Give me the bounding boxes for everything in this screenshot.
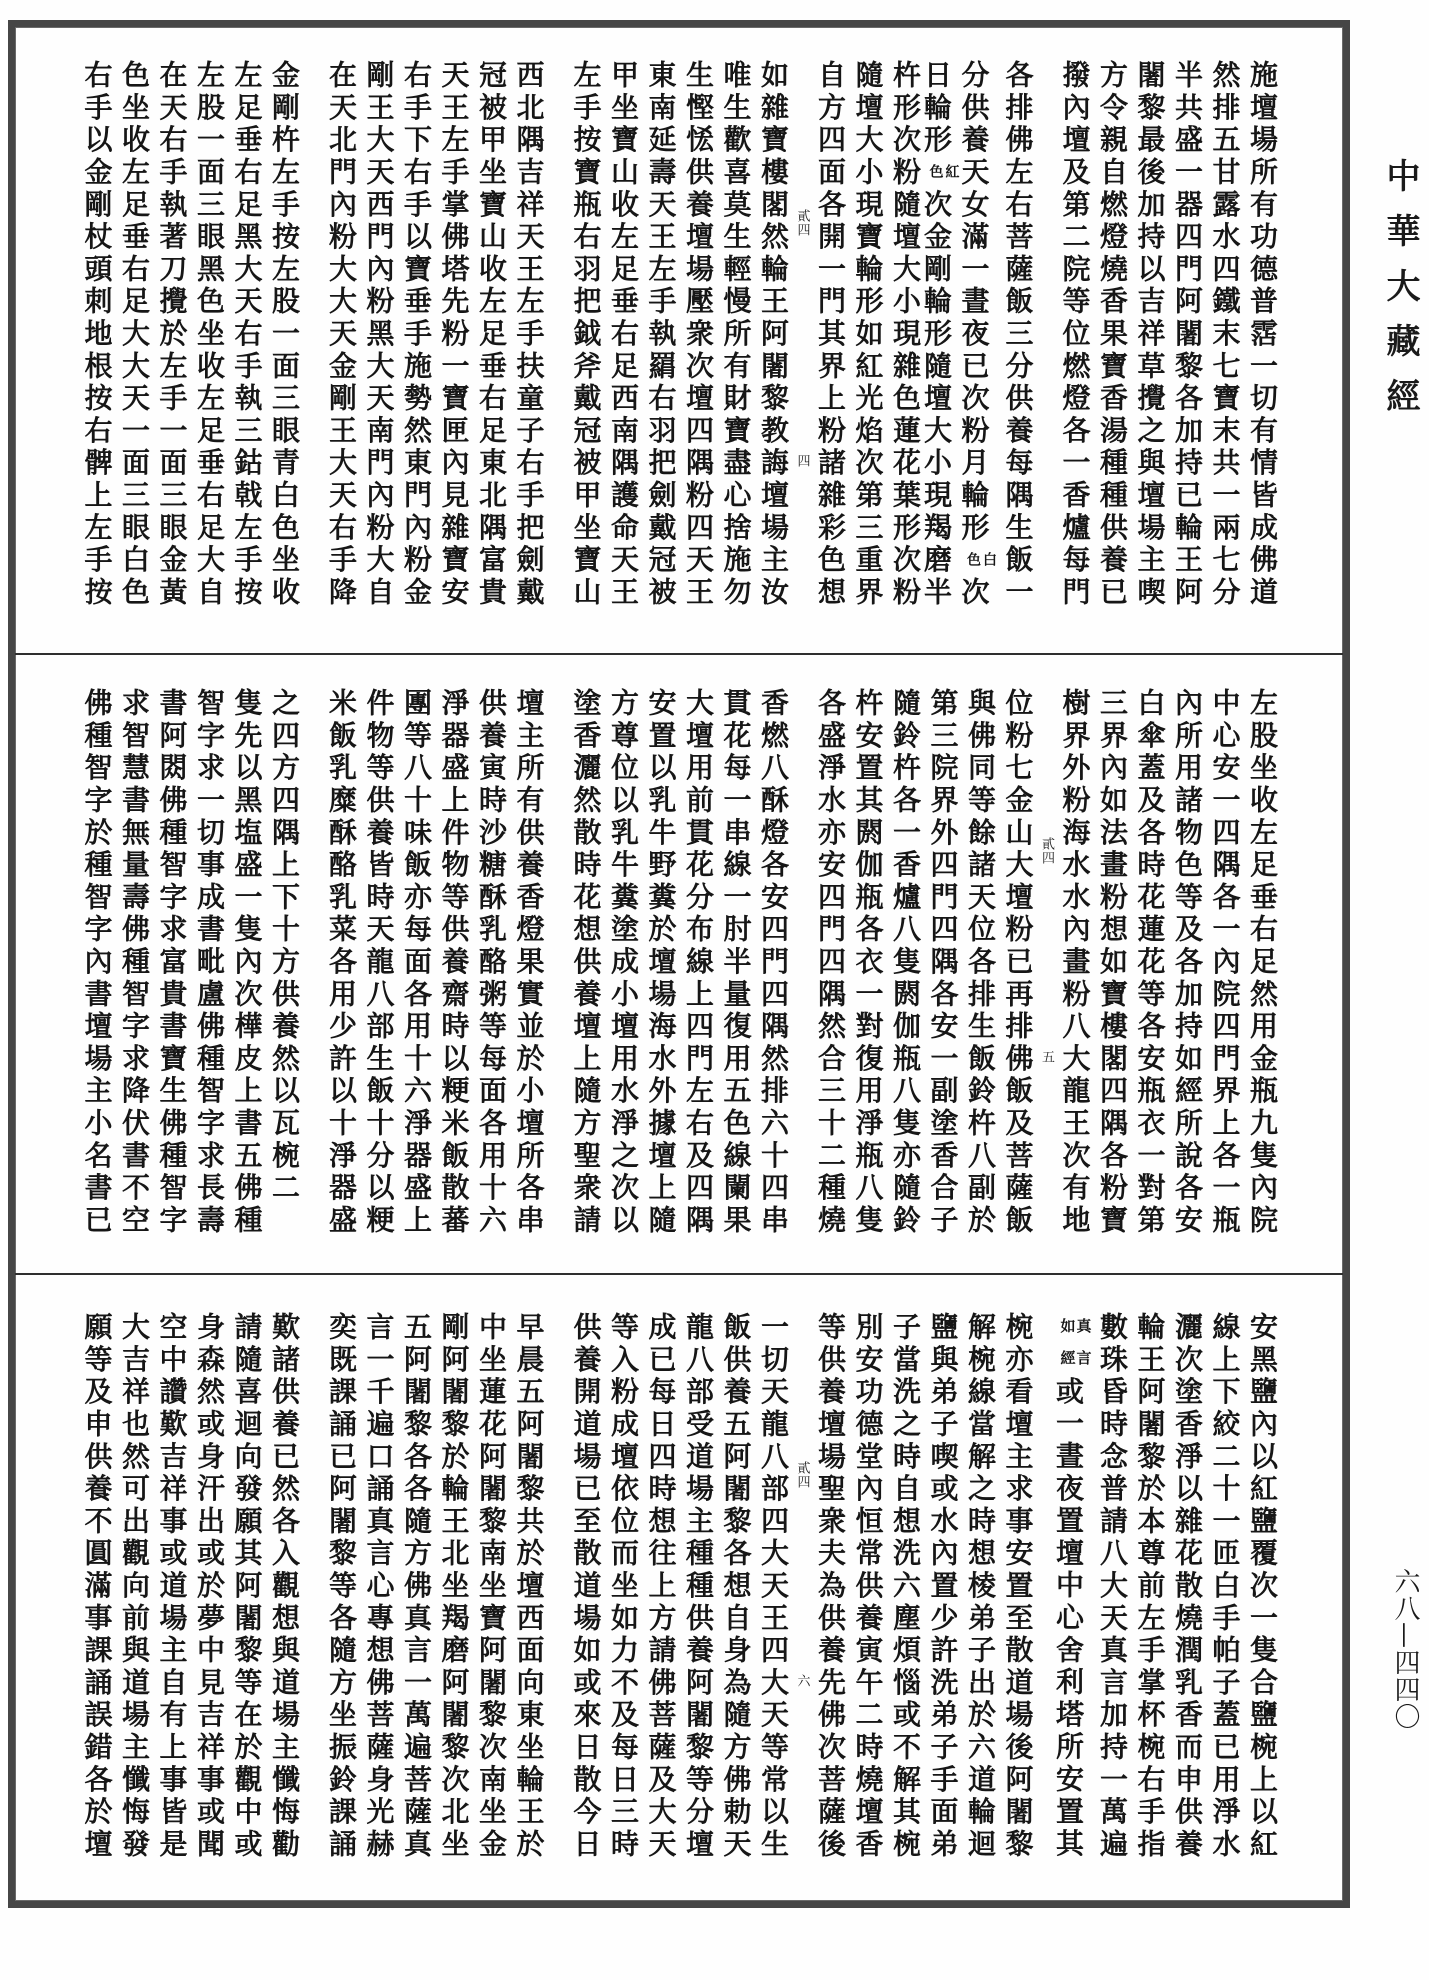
text-column: 右手以金剛杖頭刺地根按右髀上左手按 xyxy=(80,60,114,610)
text-column: 方尊位以乳牛糞塗成小壇用水淨之次以 xyxy=(607,688,640,1238)
text-column: 位粉七金山大壇粉已再排佛飯及菩薩飯 xyxy=(1001,688,1035,1238)
note-line: 紅 xyxy=(943,163,960,178)
text-column: 在天右手執著刀攪於左手一面三眼金黃 xyxy=(155,60,189,610)
text-column: 數珠昏時念普請八大天真言加持一萬遍 xyxy=(1096,1312,1129,1862)
text-column: 求智慧書無量壽佛種智字求降伏書不空 xyxy=(118,688,151,1238)
text-column: 各盛淨水亦安四門四隅然合三十二種燒 xyxy=(814,688,847,1238)
interlinear-note xyxy=(965,545,997,573)
folio-mark: 貳四 xyxy=(1039,836,1054,865)
text-column: 然排五甘露水四鐵末七寶末共一兩七分 xyxy=(1208,60,1242,610)
text-run: 分供養天女滿一晝夜已次粉月輪形 xyxy=(957,60,991,545)
text-column: 壇主所有供養香燈果實並於小壇所各串 xyxy=(512,688,546,1238)
text-column: 方令親自燃燈燒香果寶香湯種種供養已 xyxy=(1096,60,1129,610)
text-run: 次金剛輪形隨壇大小現羯磨半 xyxy=(920,189,953,610)
text-column: 撥內壇及第二院等位燃燈各一香爐每門 xyxy=(1058,60,1092,610)
text-column: 冠被甲坐寶山收左足垂右足東北隅富貴 xyxy=(475,60,508,610)
text-column: 施壇場所有功德普霑一切有情皆成佛道 xyxy=(1246,60,1279,610)
text-column: 第三院界外四門四隅各安一副塗香合子 xyxy=(926,688,960,1238)
text-column: 成已每日四時想往上方請佛菩薩及大天 xyxy=(644,1312,678,1862)
note-line: 真言 xyxy=(1074,1318,1093,1382)
folio-mark: 六 xyxy=(794,1673,810,1688)
text-column: 左手按寶瓶右羽把鉞斧戴冠被甲坐寶山 xyxy=(569,60,603,610)
text-column: 香燃八酥燈各安四門四隅然排六十四串 xyxy=(757,688,790,1238)
text-column: 淨器盛上件物等供養齋時以粳米飯散蕃 xyxy=(437,688,471,1238)
text-column: 金剛杵左手按左股一面三眼青白色坐收 xyxy=(268,60,301,610)
text-column: 白傘蓋及各時花蓮花等各安瓶衣一對第 xyxy=(1133,688,1167,1238)
text-column: 書阿閦佛種智字求富貴書寶生佛種智字 xyxy=(155,688,189,1238)
text-column: 安置以乳牛野糞於壇場海水外據壇上隨 xyxy=(644,688,678,1238)
text-column: 請隨喜迴向發願其阿闍黎等在於觀中或 xyxy=(230,1312,264,1862)
text-column: 安黑鹽內以紅鹽覆次一隻合鹽椀上以紅 xyxy=(1246,1312,1279,1862)
text-column: 線上下絞二十一匝白手帕子蓋已用淨水 xyxy=(1208,1312,1242,1862)
text-column: 子當洗之時自想洗六塵煩惱或不解其椀 xyxy=(889,1312,922,1862)
text-column: 願等及申供養不圓滿事課誦誤錯各於壇 xyxy=(80,1312,114,1862)
text-column: 別安功德堂內恒常供養寅午二時燒壇香 xyxy=(851,1312,885,1862)
folio-mark: 四 xyxy=(794,454,810,469)
text-column xyxy=(957,60,997,640)
interlinear-note xyxy=(928,157,960,185)
text-panel-top xyxy=(15,27,1343,655)
text-run: 日輪形 xyxy=(920,60,953,157)
text-column: 剛阿闍黎於輪王北坐羯磨阿闍黎次北坐 xyxy=(437,1312,471,1862)
text-column: 塗香灑然散時花想供養壇上隨方聖衆請 xyxy=(569,688,603,1238)
text-column: 色坐收左足垂右足大大天一面三眼白色 xyxy=(118,60,151,610)
page-number: 六八—四四〇 xyxy=(1390,1568,1420,1730)
text-panel-middle xyxy=(15,655,1343,1275)
text-column: 佛種智字於種智字內書壇場主小名書已 xyxy=(80,688,114,1238)
text-column: 隻先以黑塩盛一隻內次樺皮上書五佛種 xyxy=(230,688,264,1238)
text-column: 中心安一四隅各一內院四門界上各一瓶 xyxy=(1208,688,1242,1238)
text-column: 西北隅吉祥天王左手扶童子右手把劍戴 xyxy=(512,60,546,610)
text-column: 飯供養五阿闍黎各想自身為隨方佛勅天 xyxy=(719,1312,753,1862)
text-column: 唯生歡喜莫生輕慢所有財寶盡心捨施勿 xyxy=(719,60,753,610)
text-column: 一切天龍八部四大天王四大天等常以生 xyxy=(757,1312,790,1862)
text-column: 隨壇大小現寶輪形如紅光焰次第三重界 xyxy=(851,60,885,610)
text-column: 解椀線當解之時想棱弟子出於六道輪迴 xyxy=(964,1312,997,1862)
text-column: 大壇用前貫花分布線上四門左右及四隅 xyxy=(682,688,715,1238)
note-line: 如經 xyxy=(1058,1318,1077,1382)
text-column: 中坐蓮花阿闍黎南坐寶阿闍黎次南坐金 xyxy=(475,1312,508,1862)
text-column: 團等八十味飯亦每面各用十六淨器盛上 xyxy=(400,688,433,1238)
text-column: 空中讚歎吉祥事或道場主自有上事皆是 xyxy=(155,1312,189,1862)
text-column: 鹽與弟子喫或水內置少許洗弟子手面弟 xyxy=(926,1312,960,1862)
text-column xyxy=(920,60,960,640)
text-column: 內所用諸物色等及各加持如經所說各安 xyxy=(1171,688,1204,1238)
text-column: 杵安置其閼伽瓶各衣一對復用淨瓶八隻 xyxy=(851,688,885,1238)
text-column: 天王左手掌佛塔先粉一寶匣內見雜寶安 xyxy=(437,60,471,610)
text-column: 言一千遍口誦真言心專想佛菩薩身光赫 xyxy=(362,1312,396,1862)
text-column: 與佛同等餘諸天位各排生飯鈴杵八副於 xyxy=(964,688,997,1238)
text-column: 大吉祥也然可出觀向前與道場主懺悔發 xyxy=(118,1312,151,1862)
text-column: 之四方四隅上下十方供養然以瓦椀二 xyxy=(268,688,301,1205)
text-column: 各排佛左右菩薩飯三分供養每隅生飯一 xyxy=(1001,60,1035,610)
text-column: 供養寅時沙糖酥乳酪粥等每面各用十六 xyxy=(475,688,508,1238)
text-column: 龍八部受道場主種種供養阿闍黎等分壇 xyxy=(682,1312,715,1862)
text-column: 闍黎最後加持以吉祥草攪之與壇場主喫 xyxy=(1133,60,1167,610)
text-column: 自方四面各開一門其界上粉諸雜彩色想 xyxy=(814,60,847,610)
text-column: 等供養壇場聖衆夫為供養先佛次菩薩後 xyxy=(814,1312,847,1862)
text-column: 歎諸供養已然各入觀想與道場主懺悔勸 xyxy=(268,1312,301,1862)
text-column: 如雜寶樓閣然輪王阿闍黎教誨壇場主汝 xyxy=(757,60,790,610)
text-column: 椀亦看壇主求事安置至散道場後阿闍黎 xyxy=(1001,1312,1035,1862)
text-column: 半共盛一器四門阿闍黎各加持已輪王阿 xyxy=(1171,60,1204,610)
text-column: 左股一面三眼黑色坐收左足垂右足大自 xyxy=(193,60,226,610)
text-column: 樹界外粉海水水內畫粉八大龍王次有地 xyxy=(1058,688,1092,1238)
text-column: 件物等供養皆時天龍八部生飯十分以粳 xyxy=(362,688,396,1238)
text-column: 甲坐寶山收左足垂右足西南隅護命天王 xyxy=(607,60,640,610)
note-line: 色 xyxy=(965,551,981,566)
collection-title: 中華大藏經 xyxy=(1380,158,1420,433)
text-run: 次 xyxy=(957,576,991,610)
text-column xyxy=(1052,1312,1093,1892)
text-column: 三界內如法畫粉想如寶樓閣四隅各粉寶 xyxy=(1096,688,1129,1238)
text-column: 貫花每一串線一肘半量復用五色線闌果 xyxy=(719,688,753,1238)
text-column: 隨鈴杵各一香爐八隻閼伽瓶八隻亦隨鈴 xyxy=(889,688,922,1238)
text-column: 灑次塗香淨以雜花散燒潤乳香而申供養 xyxy=(1171,1312,1204,1862)
folio-mark: 貳四 xyxy=(794,1460,810,1489)
text-column: 左足垂右足黑大天右手執三鈷戟左手按 xyxy=(230,60,264,610)
text-column: 身森然或身汗出或於夢中見吉祥事或聞 xyxy=(193,1312,226,1862)
folio-mark: 貳四 xyxy=(794,208,810,237)
interlinear-note xyxy=(1058,1312,1093,1382)
text-column: 杵形次粉隨壇大小現雜色蓮花葉形次粉 xyxy=(889,60,922,610)
text-column: 輪王阿闍黎於本尊前左手掌杯椀右手指 xyxy=(1133,1312,1167,1862)
text-column: 早晨五阿闍黎共於壇西面向東坐輪王於 xyxy=(512,1312,546,1862)
text-panel-bottom xyxy=(15,1275,1343,1901)
note-line: 色 xyxy=(927,163,944,178)
text-column: 左股坐收左足垂右足然用金瓶九隻內院 xyxy=(1246,688,1279,1238)
text-column: 東南延壽天王左手執羂右羽把劍戴冠被 xyxy=(644,60,678,610)
text-column: 五阿闍黎各各隨方佛真言一萬遍菩薩真 xyxy=(400,1312,433,1862)
text-column: 供養開道場已至散道場如或來日散今日 xyxy=(569,1312,603,1862)
text-column: 米飯乳糜酥酪乳菜各用少許以十淨器盛 xyxy=(325,688,358,1238)
text-column: 在天北門內粉大大天金剛王大天右手降 xyxy=(325,60,358,610)
text-column: 奕既課誦已阿闍黎等各隨方坐振鈴課誦 xyxy=(325,1312,358,1862)
text-column: 等入粉成壇依位而坐如力不及每日三時 xyxy=(607,1312,640,1862)
text-column: 生慳恡供養壇場壓衆次壇四隅粉四天王 xyxy=(682,60,715,610)
text-column: 智字求一切事成書毗盧佛種智字求長壽 xyxy=(193,688,226,1238)
text-run: 或一晝夜置壇中心舍利塔所安置其 xyxy=(1052,1376,1085,1861)
text-column: 剛王大天西門內粉黑大天南門內粉大自 xyxy=(362,60,396,610)
folio-mark: 五 xyxy=(1039,1049,1054,1064)
note-line: 白 xyxy=(981,551,997,566)
text-column: 右手下右手以寶垂手施勢然東門內粉金 xyxy=(400,60,433,610)
